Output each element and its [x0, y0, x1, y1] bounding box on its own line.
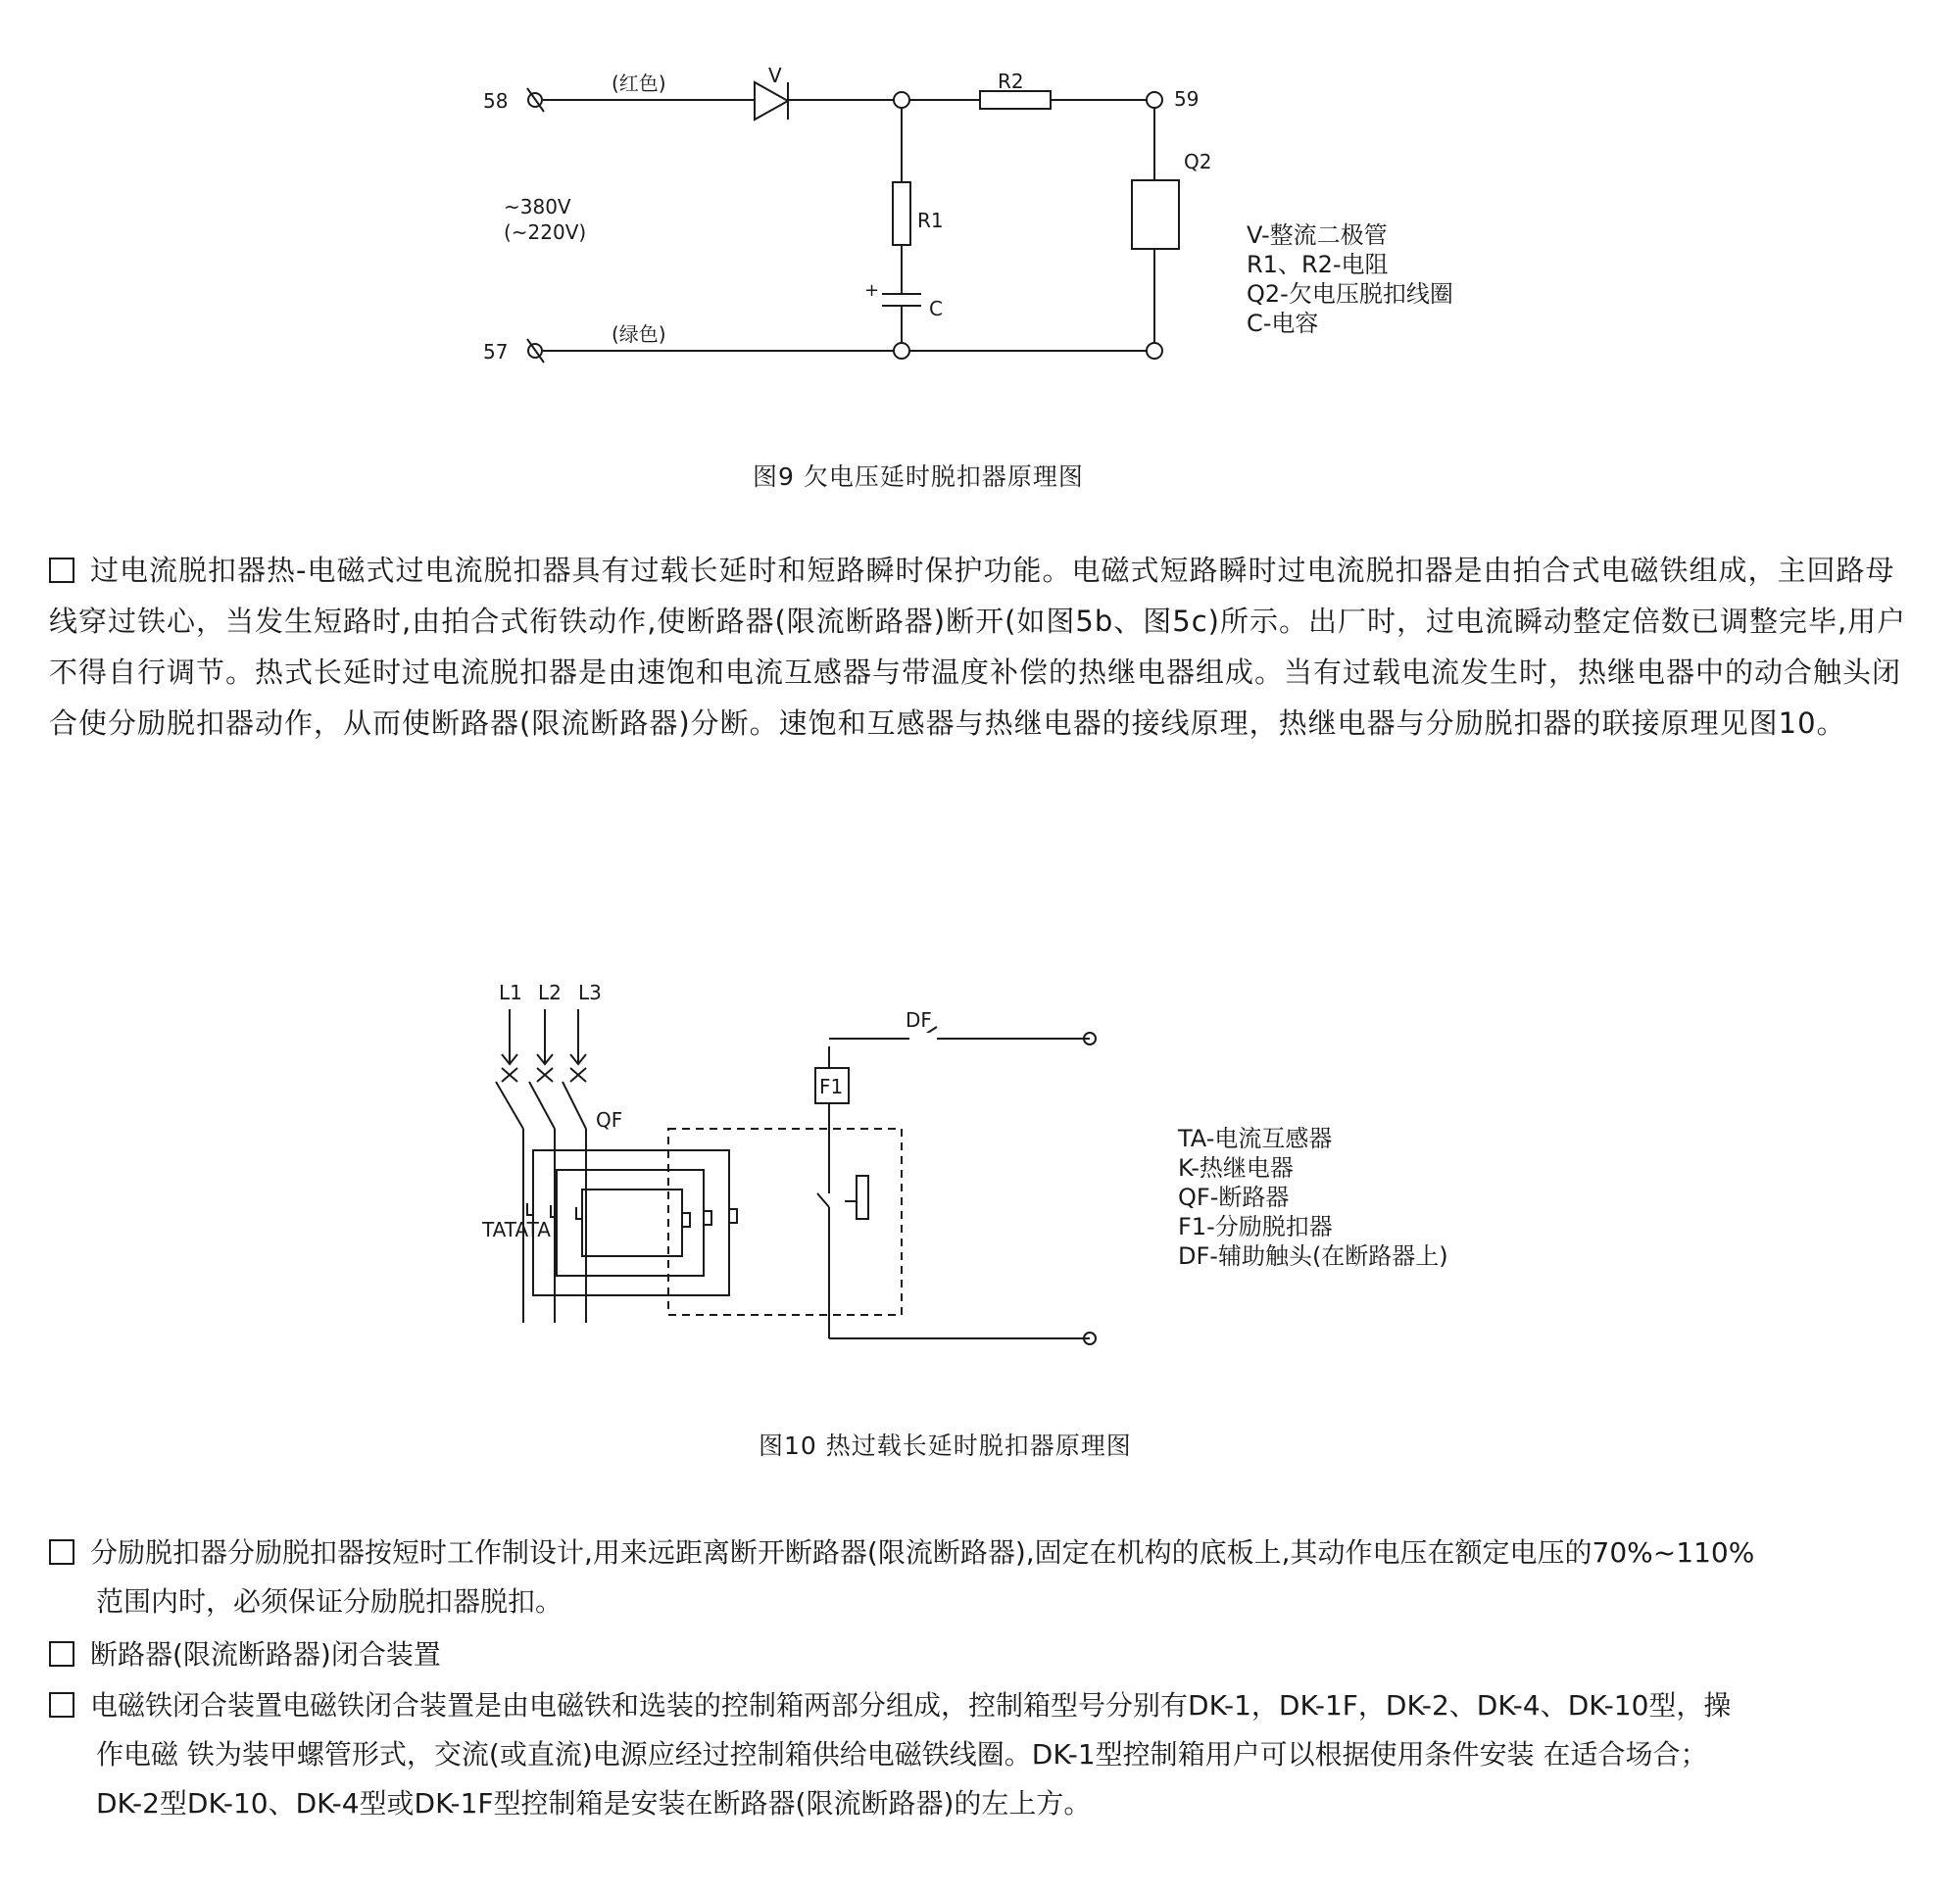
breaker-blade-2: [529, 1082, 555, 1129]
label-57: 57: [483, 340, 509, 364]
figure-10: [0, 970, 1960, 1480]
label-380v: ~380V: [504, 195, 571, 219]
legend-item: Q2-欠电压脱扣线圈: [1247, 280, 1453, 308]
label-59: 59: [1174, 87, 1200, 111]
figure-9-circuit-diagram: [0, 0, 1960, 412]
legend-item: V-整流二极管: [1247, 221, 1388, 249]
label-l3: L3: [578, 981, 602, 1004]
list-item-shunt-release: [49, 1529, 1931, 1627]
breaker-contact-marks: [502, 1068, 586, 1082]
figure-9-caption: 图9 欠电压延时脱扣器原理图: [753, 462, 1084, 491]
current-transformer-frame-outer: [533, 1150, 729, 1295]
relay-actuator-symbol: [845, 1176, 868, 1219]
checkbox-icon: [49, 1692, 74, 1718]
list-item-electromagnet-closing: [49, 1681, 1931, 1828]
diode-symbol: [755, 82, 788, 120]
list-item-text: 断路器(限流断路器)闭合装置: [90, 1638, 441, 1671]
resistor-r2: [980, 91, 1051, 109]
relay-contact-blade: [817, 1193, 829, 1207]
list-item-text: 电磁铁闭合装置电磁铁闭合装置是由电磁铁和选装的控制箱两部分组成，控制箱型号分别有DK-1，DK-1F，DK-2、DK-4、DK-10型，操: [90, 1689, 1732, 1722]
label-220v: (~220V): [504, 220, 587, 244]
node-bottom-right: [1147, 343, 1162, 359]
label-plus: +: [864, 280, 880, 301]
figure-9: [0, 0, 1960, 510]
checkbox-icon: [49, 1641, 74, 1667]
label-red: (红色): [612, 72, 666, 95]
label-58: 58: [483, 89, 509, 113]
label-df: DF: [906, 1008, 932, 1032]
label-green: (绿色): [612, 322, 666, 346]
breaker-blade-3: [563, 1082, 586, 1129]
list-item-text-continued: DK-2型DK-10、DK-4型或DK-1F型控制箱是安装在断路器(限流断路器)的左上方。: [96, 1787, 1092, 1820]
legend-item: R1、R2-电阻: [1247, 251, 1389, 278]
overcurrent-release-paragraph: [49, 545, 1911, 749]
current-transformer-frame-inner: [582, 1190, 682, 1256]
legend-item: C-电容: [1247, 310, 1319, 337]
figure-9-legend: [1247, 220, 1453, 338]
label-qf: QF: [596, 1108, 623, 1132]
label-f1: F1: [819, 1075, 844, 1098]
terminal-59-circle: [1147, 92, 1162, 108]
label-l1: L1: [499, 981, 522, 1004]
label-diode: V: [768, 64, 782, 87]
breaker-blade-1: [496, 1082, 523, 1129]
figure-10-legend: [1178, 1124, 1448, 1271]
label-ta: TATATA: [482, 1218, 551, 1241]
checkbox-icon: [49, 558, 74, 583]
label-r1: R1: [917, 209, 944, 232]
legend-item: K-热继电器: [1178, 1154, 1294, 1182]
label-c: C: [929, 297, 943, 320]
coil-q2: [1132, 180, 1179, 249]
checkbox-icon: [49, 1539, 74, 1565]
legend-item: DF-辅助触头(在断路器上): [1178, 1242, 1448, 1270]
resistor-r1: [893, 182, 910, 245]
legend-item: QF-断路器: [1178, 1184, 1290, 1211]
legend-item: F1-分励脱扣器: [1178, 1213, 1333, 1240]
list-item-text-continued: 作电磁 铁为装甲螺管形式，交流(或直流)电源应经过控制箱供给电磁铁线圈。DK-1型控制箱用户可以根据使用条件安装 在适合场合；: [96, 1738, 1708, 1771]
label-q2: Q2: [1184, 150, 1212, 173]
figure-10-caption: 图10 热过载长延时脱扣器原理图: [759, 1432, 1132, 1460]
node-top-junction: [894, 92, 909, 108]
paragraph-text: 过电流脱扣器热-电磁式过电流脱扣器具有过载长延时和短路瞬时保护功能。电磁式短路瞬时过电流脱扣器是由拍合式电磁铁组成，主回路母线穿过铁心，当发生短路时,由拍合式衔铁动作,使断路器(限流断路器)断开(如图5b、图5c)所示。出厂时，过电流瞬动整定倍数已调整完毕,用户不得自行调节。热式长延时过电流脱扣器是由速饱和电流互感器与带温度补偿的热继电器组成。当有过载电流发生时，热继电器中的动合触头闭合使分励脱扣器动作，从而使断路器(限流断路器)分断。速饱和互感器与热继电器的接线原理，热继电器与分励脱扣器的联接原理见图10。: [49, 554, 1907, 740]
list-item-closing-device: [49, 1630, 1931, 1679]
label-r2: R2: [998, 70, 1024, 93]
legend-item: TA-电流互感器: [1178, 1125, 1333, 1152]
list-item-text: 分励脱扣器分励脱扣器按短时工作制设计,用来远距离断开断路器(限流断路器),固定在机构的底板上,其动作电压在额定电压的70%~110%: [90, 1536, 1755, 1569]
node-bottom-junction: [894, 343, 909, 359]
label-l2: L2: [538, 981, 562, 1004]
figure-10-circuit-diagram: [0, 970, 1176, 1382]
list-item-text-continued: 范围内时，必须保证分励脱扣器脱扣。: [96, 1585, 564, 1618]
